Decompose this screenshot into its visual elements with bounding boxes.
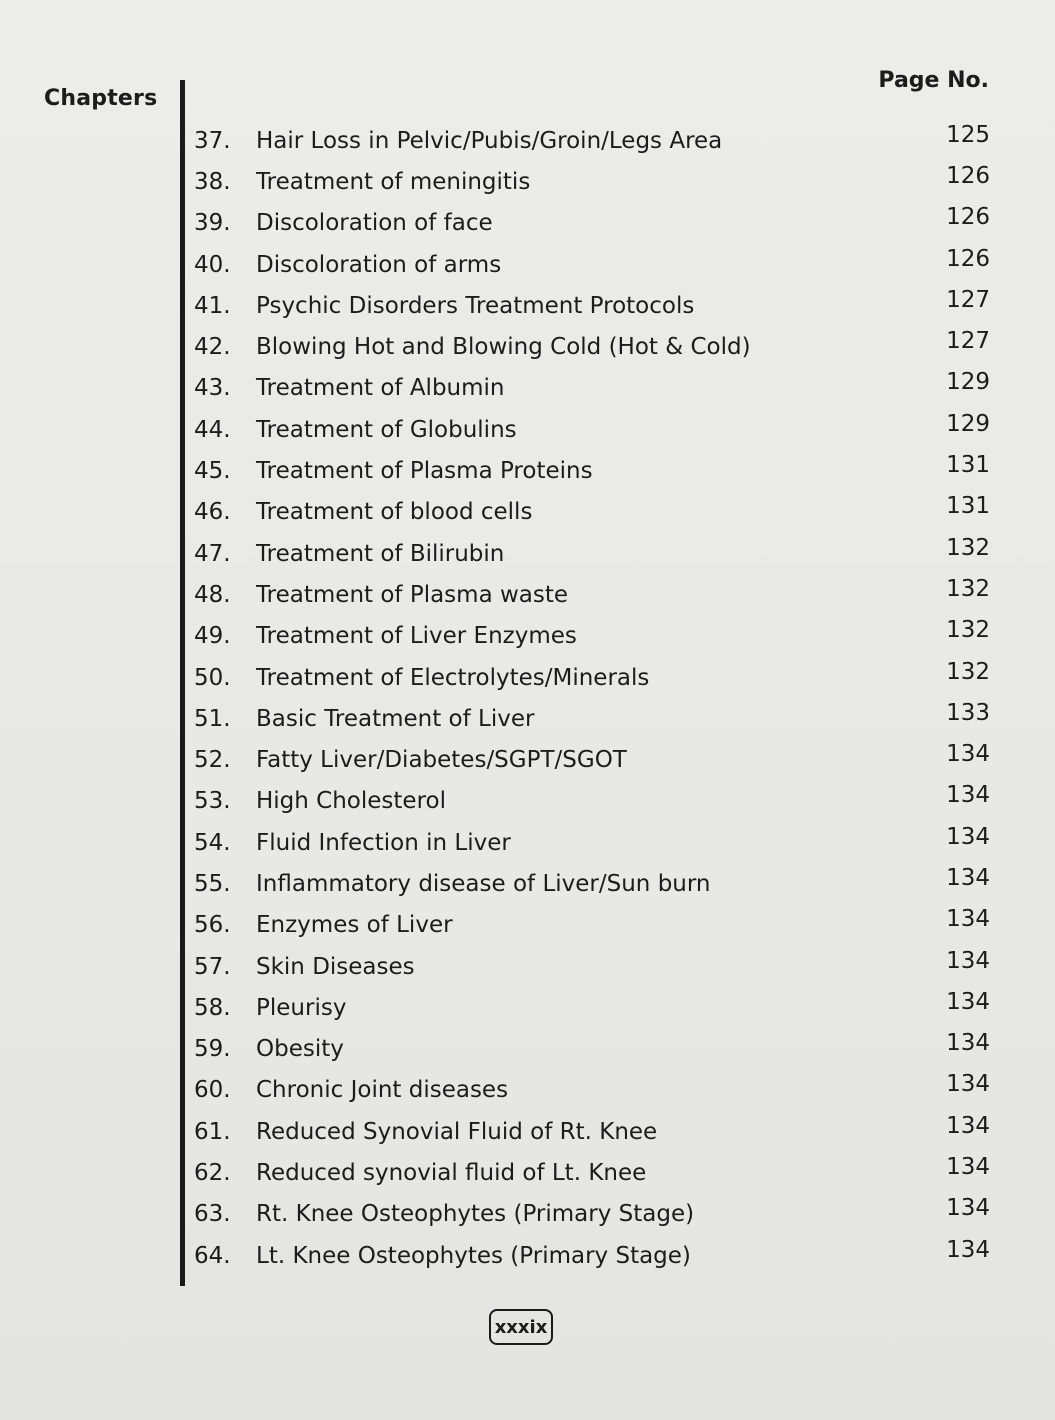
toc-entry (194, 161, 1000, 202)
chapter-title: Treatment of Electrolytes/Minerals (256, 664, 650, 691)
chapter-number: 46. (194, 499, 231, 526)
chapter-page-number: 134 (946, 1154, 990, 1181)
chapter-title: Treatment of meningitis (256, 168, 531, 195)
chapter-title: Treatment of blood cells (256, 499, 533, 526)
chapter-page-number: 134 (946, 1030, 990, 1057)
chapter-number: 52. (194, 747, 231, 774)
chapter-title: Discoloration of arms (256, 251, 502, 278)
toc-entry (194, 987, 1000, 1028)
toc-entry (194, 698, 1000, 739)
chapter-number: 40. (194, 251, 231, 278)
chapter-number: 48. (194, 581, 231, 608)
toc-entry (194, 244, 1000, 285)
chapter-number: 53. (194, 788, 231, 815)
chapter-title: Treatment of Liver Enzymes (256, 623, 577, 650)
chapter-title: Hair Loss in Pelvic/Pubis/Groin/Legs Area (256, 127, 723, 154)
chapter-page-number: 131 (946, 452, 990, 479)
chapter-page-number: 134 (946, 1236, 990, 1263)
chapter-title: Psychic Disorders Treatment Protocols (256, 292, 695, 319)
chapter-page-number: 127 (946, 286, 990, 313)
chapter-title: Skin Diseases (256, 953, 415, 980)
chapter-page-number: 134 (946, 1195, 990, 1222)
chapter-title: Treatment of Bilirubin (256, 540, 505, 567)
chapter-page-number: 134 (946, 906, 990, 933)
toc-entry (194, 1070, 1000, 1111)
chapter-page-number: 134 (946, 988, 990, 1015)
chapter-title: Discoloration of face (256, 210, 493, 237)
toc-entry (194, 1111, 1000, 1152)
chapter-title: Treatment of Globulins (256, 416, 517, 443)
chapter-title: Enzymes of Liver (256, 912, 453, 939)
chapter-page-number: 134 (946, 741, 990, 768)
toc-entry (194, 863, 1000, 904)
chapter-number: 44. (194, 416, 231, 443)
toc-entry (194, 822, 1000, 863)
chapter-number: 54. (194, 829, 231, 856)
toc-entry (194, 905, 1000, 946)
toc-entry (194, 203, 1000, 244)
chapter-number: 38. (194, 168, 231, 195)
chapter-title: Treatment of Albumin (256, 375, 505, 402)
chapter-title: High Cholesterol (256, 788, 446, 815)
chapter-title: Reduced Synovial Fluid of Rt. Knee (256, 1118, 658, 1145)
toc-entry (194, 739, 1000, 780)
chapter-number: 47. (194, 540, 231, 567)
chapter-number: 63. (194, 1201, 231, 1228)
toc-entry (194, 533, 1000, 574)
chapter-page-number: 134 (946, 782, 990, 809)
chapter-page-number: 134 (946, 1071, 990, 1098)
toc-entry (194, 368, 1000, 409)
chapter-number: 62. (194, 1160, 231, 1187)
chapter-number: 57. (194, 953, 231, 980)
chapter-title: Treatment of Plasma Proteins (256, 458, 593, 485)
chapter-number: 58. (194, 994, 231, 1021)
chapter-title: Fluid Infection in Liver (256, 829, 511, 856)
page-number-heading: Page No. (878, 68, 989, 93)
chapter-title: Pleurisy (256, 994, 347, 1021)
chapter-title: Basic Treatment of Liver (256, 705, 535, 732)
chapter-number: 42. (194, 334, 231, 361)
chapter-page-number: 131 (946, 493, 990, 520)
vertical-rule (180, 80, 185, 1286)
chapter-page-number: 126 (946, 245, 990, 272)
toc-entry (194, 781, 1000, 822)
chapter-page-number: 129 (946, 369, 990, 396)
chapter-page-number: 125 (946, 121, 990, 148)
chapter-title: Rt. Knee Osteophytes (Primary Stage) (256, 1201, 695, 1228)
chapter-number: 49. (194, 623, 231, 650)
chapter-page-number: 126 (946, 204, 990, 231)
toc-entry (194, 492, 1000, 533)
chapter-page-number: 134 (946, 864, 990, 891)
chapter-title: Blowing Hot and Blowing Cold (Hot & Cold) (256, 334, 751, 361)
chapter-page-number: 126 (946, 162, 990, 189)
toc-entry (194, 450, 1000, 491)
chapter-number: 50. (194, 664, 231, 691)
toc-entry (194, 1152, 1000, 1193)
chapter-number: 45. (194, 458, 231, 485)
chapter-page-number: 134 (946, 823, 990, 850)
chapter-title: Chronic Joint diseases (256, 1077, 509, 1104)
chapter-number: 51. (194, 705, 231, 732)
chapter-number: 59. (194, 1036, 231, 1063)
chapter-page-number: 134 (946, 1112, 990, 1139)
chapter-page-number: 132 (946, 575, 990, 602)
toc-entry (194, 946, 1000, 987)
chapter-page-number: 127 (946, 328, 990, 355)
toc-entry (194, 326, 1000, 367)
toc-entry (194, 616, 1000, 657)
chapter-title: Treatment of Plasma waste (256, 581, 569, 608)
table-of-contents (194, 120, 1000, 1276)
chapter-number: 41. (194, 292, 231, 319)
chapter-title: Fatty Liver/Diabetes/SGPT/SGOT (256, 747, 627, 774)
chapter-title: Inflammatory disease of Liver/Sun burn (256, 870, 711, 897)
chapter-page-number: 132 (946, 617, 990, 644)
chapter-title: Obesity (256, 1036, 344, 1063)
chapter-number: 60. (194, 1077, 231, 1104)
toc-entry (194, 1029, 1000, 1070)
chapter-page-number: 134 (946, 947, 990, 974)
toc-entry (194, 409, 1000, 450)
chapters-heading: Chapters (44, 86, 158, 111)
toc-entry (194, 120, 1000, 161)
chapter-number: 37. (194, 127, 231, 154)
chapter-number: 55. (194, 870, 231, 897)
chapter-number: 43. (194, 375, 231, 402)
chapter-page-number: 132 (946, 658, 990, 685)
chapter-page-number: 132 (946, 534, 990, 561)
toc-entry (194, 1194, 1000, 1235)
page-number-badge: xxxix (489, 1309, 553, 1345)
chapter-number: 61. (194, 1118, 231, 1145)
chapter-page-number: 129 (946, 410, 990, 437)
chapter-title: Reduced synovial fluid of Lt. Knee (256, 1160, 647, 1187)
toc-entry (194, 285, 1000, 326)
chapter-page-number: 133 (946, 699, 990, 726)
toc-entry (194, 657, 1000, 698)
chapter-title: Lt. Knee Osteophytes (Primary Stage) (256, 1242, 691, 1269)
chapter-number: 39. (194, 210, 231, 237)
toc-entry (194, 1235, 1000, 1276)
chapter-number: 64. (194, 1242, 231, 1269)
toc-entry (194, 574, 1000, 615)
chapter-number: 56. (194, 912, 231, 939)
